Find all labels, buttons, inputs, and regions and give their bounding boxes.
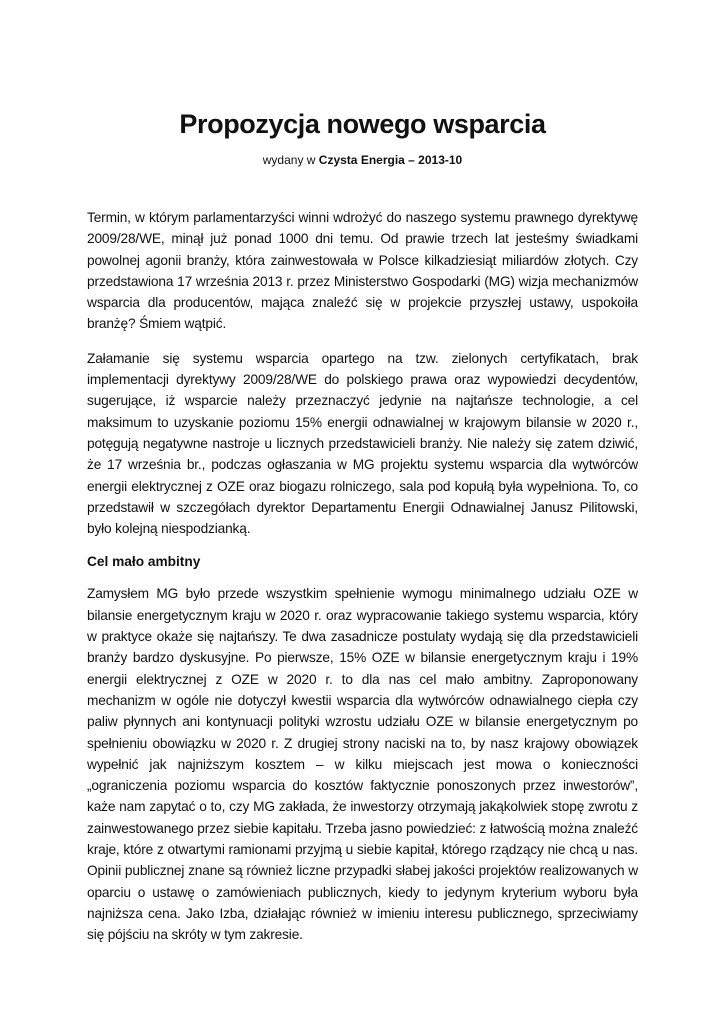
section-heading: Cel mało ambitny — [87, 554, 201, 570]
paragraph-3: Zamysłem MG było przede wszystkim spełnienie wymogu minimalnego udziału OZE w bilansie energetycznym kraju w 2020 r. oraz wypracowanie takiego systemu wsparcia, który w praktyce okaże się najtańszy. Te dwa zasadnicze postulaty wydają się dla przedstawicieli branży bardzo dyskusyjne. Po pierwsze, 15% OZE w bilansie energetycznym kraju i 19% energii elektrycznej z OZE w 2020 r. to dla nas cel mało ambitny. Zaproponowany mechanizm w ogóle nie dotyczył kwestii wsparcia dla wytwórców odnawialnego ciepła czy paliw płynnych ani kontynuacji polityki wzrostu udziału OZE w bilansie energetycznym po spełnieniu obowiązku w 2020 r. Z drugiej strony naciski na to, by nasz krajowy obowiązek wypełnić jak najniższym kosztem – w kilku miejscach jest mowa o konieczności „ograniczenia poziomu wsparcia do kosztów faktycznie ponoszonych przez inwestorów”, każe nam zapytać o to, czy MG zakłada, że inwestorzy otrzymają jakąkolwiek stopę zwrotu z zainwestowanego przez siebie kapitału. Trzeba jasno powiedzieć: z łatwością można znaleźć kraje, które z otwartymi ramionami przyjmą u siebie kapitał, którego rządzący nie chcą u nas. Opinii publicznej znane są również liczne przypadki słabej jakości projektów realizowanych w oparciu o ustawę o zamówieniach publicznych, kiedy to jedynym kryterium wyboru była najniższa cena. Jako Izba, działając również w imieniu interesu publicznego, sprzeciwiamy się pójściu na skróty w tym zakresie. — [87, 586, 638, 943]
paragraph-2: Załamanie się systemu wsparcia opartego na tzw. zielonych certyfikatach, brak implementacji dyrektywy 2009/28/WE do polskiego prawa oraz wypowiedzi decydentów, sugerujące, iż wsparcie należy przeznaczyć jedynie na najtańsze technologie, a cel maksimum to uzyskanie poziomu 15% energii odnawialnej w krajowym bilansie w 2020 r., potęgują negatywne nastroje u licznych przedstawicieli branży. Nie należy się zatem dziwić, że 17 września br., podczas ogłaszania w MG projektu systemu wsparcia dla wytwórców energii elektrycznej z OZE oraz biogazu rolniczego, sala pod kopułą była wypełniona. To, co przedstawił w szczegółach dyrektor Departamentu Energii Odnawialnej Janusz Pilitowski, było kolejną niespodzianką. — [87, 350, 638, 537]
byline — [87, 152, 638, 168]
article-body — [87, 207, 638, 946]
paragraph-1: Termin, w którym parlamentarzyści winni wdrożyć do naszego systemu prawnego dyrektywę 2009/28/WE, minął już ponad 1000 dni temu. Od prawie trzech lat jesteśmy świadkami powolnej agonii branży, która zainwestowała w Polsce kilkadziesiąt miliardów złotych. Czy przedstawiona 17 września 2013 r. przez Ministerstwo Gospodarki (MG) wizja mechanizmów wsparcia dla producentów, mająca znaleźć się w projekcie przyszłej ustawy, uspokoiła branżę? Śmiem wątpić. — [87, 210, 638, 332]
byline-source: Czysta Energia – 2013-10 — [318, 153, 463, 167]
document-title: Propozycja nowego wsparcia — [179, 109, 546, 139]
byline-prefix: wydany w — [262, 153, 319, 167]
